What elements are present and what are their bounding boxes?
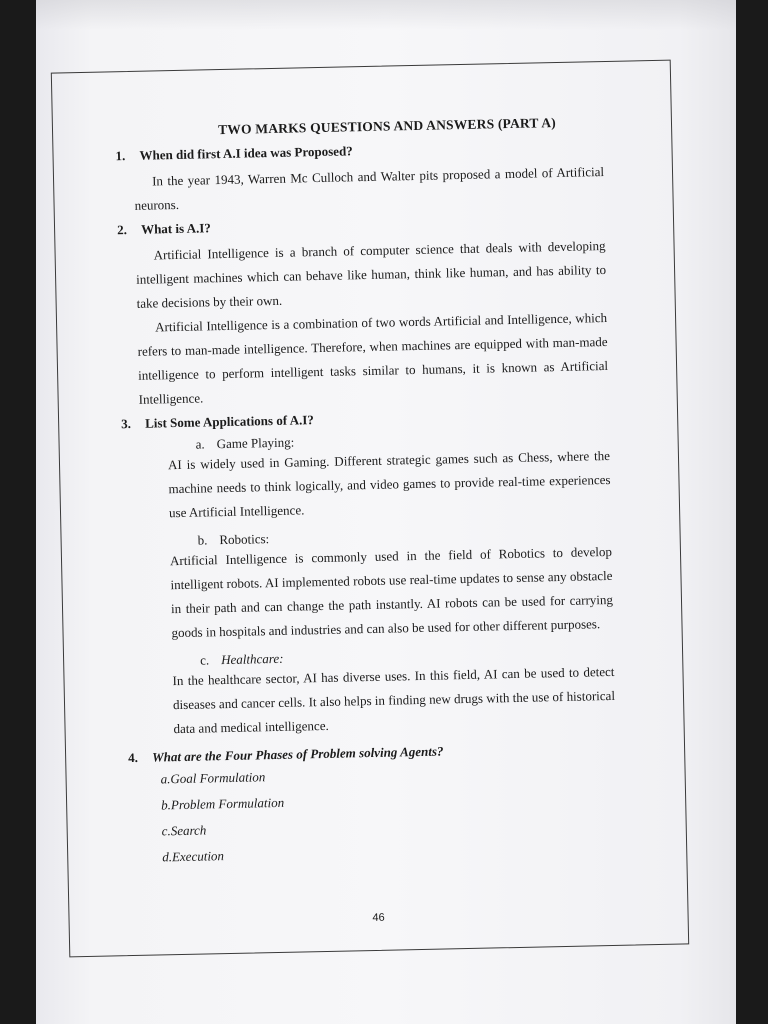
item-letter: b. bbox=[197, 532, 208, 548]
question-text: List Some Applications of A.I? bbox=[145, 412, 314, 431]
application-a-body: AI is widely used in Gaming. Different strategic games such as Chess, where the machine needs to think logically, and video games to provide real-time experiences use Artificial Intelligence. bbox=[167, 447, 611, 521]
question-text: What are the Four Phases of Problem solving Agents? bbox=[152, 743, 444, 765]
application-c-body: In the healthcare sector, AI has diverse uses. In this field, AI can be used to detect diseases and cancer cells. It also helps in finding new drugs with the use of historical data and medical intelligence. bbox=[172, 663, 616, 737]
page-title: TWO MARKS QUESTIONS AND ANSWERS (PART A) bbox=[217, 115, 557, 138]
item-letter: c. bbox=[199, 652, 210, 668]
question-number: 2. bbox=[116, 222, 128, 238]
item-heading: Healthcare: bbox=[221, 650, 284, 668]
answer-2-para-2: Artificial Intelligence is a combination of two words Artificial and Intelligence, which refers to man-made intelligence. Therefore, when machines are equipped with man-made intelligence to perform intelligent tasks similar to humans, it is known as Artificial Intelligence. bbox=[137, 309, 609, 407]
phase-item: c.Search bbox=[161, 822, 207, 839]
page-number: 46 bbox=[372, 911, 385, 925]
question-1 bbox=[115, 138, 603, 164]
question-number: 1. bbox=[115, 148, 126, 164]
question-text: When did first A.I idea was Proposed? bbox=[139, 143, 353, 163]
question-text: What is A.I? bbox=[140, 220, 211, 237]
phase-item: a.Goal Formulation bbox=[160, 769, 266, 787]
phase-item: d.Execution bbox=[162, 848, 225, 865]
answer-1: In the year 1943, Warren Mc Culloch and Walter pits proposed a model of Artificial neurons. bbox=[134, 164, 605, 213]
question-4 bbox=[128, 740, 616, 766]
phase-item: b.Problem Formulation bbox=[161, 794, 285, 813]
item-heading: Robotics: bbox=[219, 531, 270, 548]
item-heading: Game Playing: bbox=[216, 434, 295, 452]
item-letter: a. bbox=[195, 436, 205, 452]
application-b-body: Artificial Intelligence is commonly used in the field of Robotics to develop intelligent robots. AI implemented robots use real-time updates to sense any obstacle in their path and can change the path instantly. AI robots can be used for carrying goods in hospitals and industries and can also be used for other different purposes. bbox=[169, 543, 614, 641]
answer-2-para-1: Artificial Intelligence is a branch of computer science that deals with developing intelligent machines which can behave like human, think like human, and has ability to take decisions by their own. bbox=[135, 238, 607, 311]
question-number: 3. bbox=[121, 415, 132, 432]
page-frame bbox=[51, 60, 689, 958]
question-number: 4. bbox=[128, 749, 139, 766]
sheet-shadow bbox=[36, 0, 736, 30]
page-content bbox=[115, 114, 619, 876]
